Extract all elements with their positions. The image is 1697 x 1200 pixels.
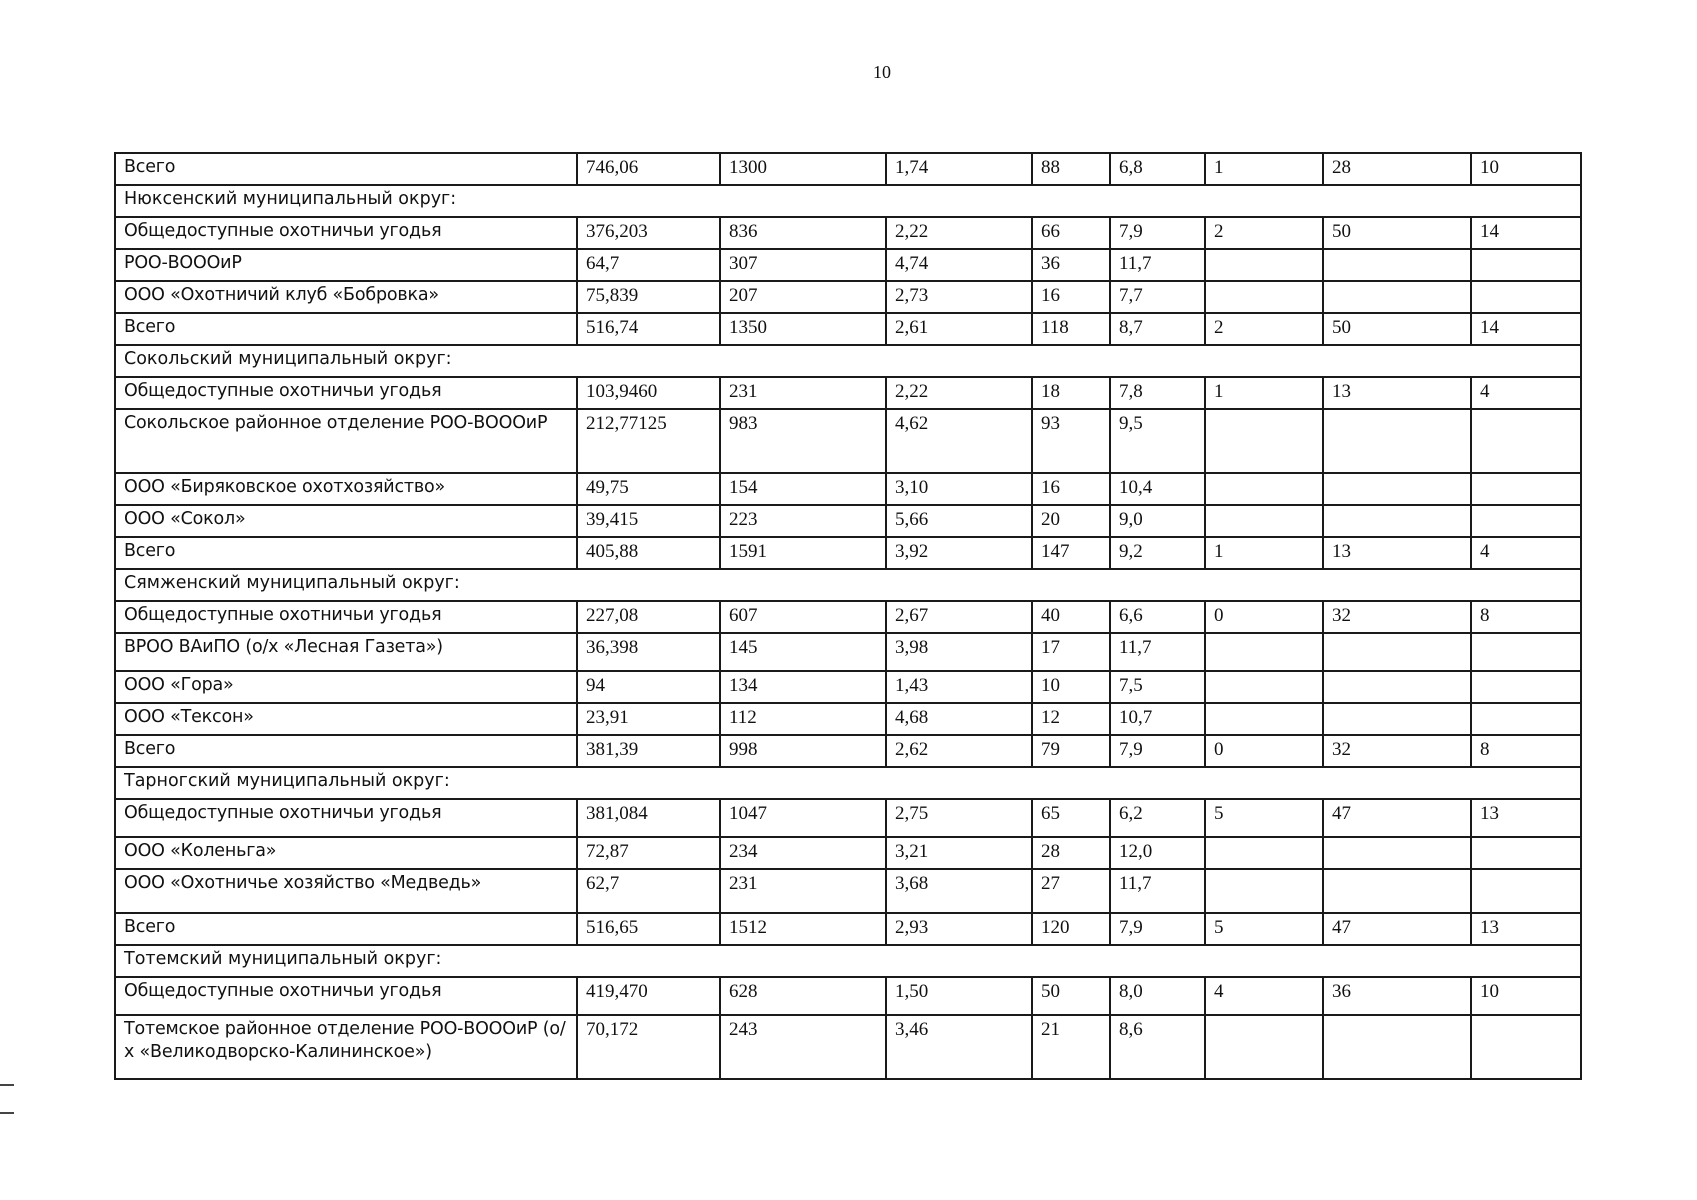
value-cell-col6: 9,0 — [1110, 505, 1205, 537]
value-cell-col7: 1 — [1205, 377, 1323, 409]
value-cell-col9 — [1471, 671, 1581, 703]
value-cell-col6: 7,8 — [1110, 377, 1205, 409]
total-label: Всего — [115, 153, 577, 185]
ground-name: ООО «Гора» — [115, 671, 577, 703]
value-cell-col6: 7,9 — [1110, 217, 1205, 249]
value-cell-col5: 40 — [1032, 601, 1110, 633]
value-cell-col5: 93 — [1032, 409, 1110, 473]
value-cell-col6: 7,9 — [1110, 735, 1205, 767]
value-cell-col4: 4,62 — [886, 409, 1032, 473]
ground-name: Сокольское районное отделение РОО-ВОООиР — [115, 409, 577, 473]
value-cell-col7 — [1205, 633, 1323, 671]
value-cell-col4: 1,43 — [886, 671, 1032, 703]
value-cell-col9: 8 — [1471, 735, 1581, 767]
value-cell-col9: 4 — [1471, 377, 1581, 409]
district-header-row — [115, 767, 1581, 799]
value-cell-col8 — [1323, 409, 1471, 473]
district-header-row — [115, 345, 1581, 377]
value-cell-col4: 1,74 — [886, 153, 1032, 185]
value-cell-col3: 836 — [720, 217, 886, 249]
district-header-row — [115, 185, 1581, 217]
value-cell-col2: 212,77125 — [577, 409, 720, 473]
value-cell-col2: 75,839 — [577, 281, 720, 313]
value-cell-col3: 234 — [720, 837, 886, 869]
table-row — [115, 633, 1581, 671]
value-cell-col7 — [1205, 249, 1323, 281]
value-cell-col4: 3,68 — [886, 869, 1032, 913]
value-cell-col2: 23,91 — [577, 703, 720, 735]
total-label: Всего — [115, 313, 577, 345]
value-cell-col6: 6,8 — [1110, 153, 1205, 185]
value-cell-col2: 70,172 — [577, 1015, 720, 1079]
ground-name: ВРОО ВАиПО (о/х «Лесная Газета») — [115, 633, 577, 671]
value-cell-col6: 6,2 — [1110, 799, 1205, 837]
value-cell-col2: 62,7 — [577, 869, 720, 913]
value-cell-col8: 32 — [1323, 601, 1471, 633]
value-cell-col9 — [1471, 633, 1581, 671]
table-row — [115, 837, 1581, 869]
value-cell-col7: 2 — [1205, 313, 1323, 345]
value-cell-col6: 9,5 — [1110, 409, 1205, 473]
value-cell-col4: 3,92 — [886, 537, 1032, 569]
value-cell-col2: 227,08 — [577, 601, 720, 633]
value-cell-col3: 998 — [720, 735, 886, 767]
value-cell-col3: 628 — [720, 977, 886, 1015]
value-cell-col5: 17 — [1032, 633, 1110, 671]
ground-name: ООО «Биряковское охотхозяйство» — [115, 473, 577, 505]
value-cell-col4: 2,67 — [886, 601, 1032, 633]
value-cell-col2: 64,7 — [577, 249, 720, 281]
value-cell-col2: 381,39 — [577, 735, 720, 767]
total-row — [115, 913, 1581, 945]
value-cell-col6: 7,9 — [1110, 913, 1205, 945]
value-cell-col2: 72,87 — [577, 837, 720, 869]
value-cell-col7: 5 — [1205, 799, 1323, 837]
value-cell-col7 — [1205, 703, 1323, 735]
value-cell-col6: 8,7 — [1110, 313, 1205, 345]
value-cell-col4: 2,22 — [886, 377, 1032, 409]
edge-mark — [0, 1084, 14, 1086]
value-cell-col8: 36 — [1323, 977, 1471, 1015]
value-cell-col7: 1 — [1205, 153, 1323, 185]
value-cell-col7 — [1205, 671, 1323, 703]
table-row — [115, 281, 1581, 313]
value-cell-col3: 1300 — [720, 153, 886, 185]
ground-name: Общедоступные охотничьи угодья — [115, 799, 577, 837]
value-cell-col5: 27 — [1032, 869, 1110, 913]
value-cell-col9: 10 — [1471, 153, 1581, 185]
value-cell-col8 — [1323, 633, 1471, 671]
table-row — [115, 671, 1581, 703]
table-row — [115, 601, 1581, 633]
value-cell-col4: 3,46 — [886, 1015, 1032, 1079]
value-cell-col5: 66 — [1032, 217, 1110, 249]
value-cell-col9 — [1471, 249, 1581, 281]
value-cell-col9 — [1471, 837, 1581, 869]
value-cell-col3: 112 — [720, 703, 886, 735]
value-cell-col9: 8 — [1471, 601, 1581, 633]
value-cell-col8 — [1323, 869, 1471, 913]
value-cell-col7: 0 — [1205, 735, 1323, 767]
value-cell-col6: 7,7 — [1110, 281, 1205, 313]
table-row — [115, 249, 1581, 281]
value-cell-col3: 1591 — [720, 537, 886, 569]
value-cell-col3: 1350 — [720, 313, 886, 345]
hunting-grounds-table-container — [114, 152, 1582, 1080]
edge-mark — [0, 1112, 14, 1114]
value-cell-col4: 3,10 — [886, 473, 1032, 505]
value-cell-col7 — [1205, 281, 1323, 313]
value-cell-col2: 419,470 — [577, 977, 720, 1015]
value-cell-col7 — [1205, 837, 1323, 869]
ground-name: Общедоступные охотничьи угодья — [115, 377, 577, 409]
value-cell-col9 — [1471, 473, 1581, 505]
value-cell-col7 — [1205, 473, 1323, 505]
value-cell-col9: 14 — [1471, 313, 1581, 345]
value-cell-col5: 12 — [1032, 703, 1110, 735]
value-cell-col8: 50 — [1323, 313, 1471, 345]
value-cell-col3: 307 — [720, 249, 886, 281]
value-cell-col3: 243 — [720, 1015, 886, 1079]
value-cell-col2: 376,203 — [577, 217, 720, 249]
value-cell-col2: 516,74 — [577, 313, 720, 345]
table-row — [115, 977, 1581, 1015]
district-name: Сокольский муниципальный округ: — [115, 345, 1581, 377]
value-cell-col8 — [1323, 671, 1471, 703]
value-cell-col7 — [1205, 505, 1323, 537]
value-cell-col7: 4 — [1205, 977, 1323, 1015]
value-cell-col4: 3,98 — [886, 633, 1032, 671]
value-cell-col6: 11,7 — [1110, 633, 1205, 671]
value-cell-col8: 28 — [1323, 153, 1471, 185]
table-row — [115, 217, 1581, 249]
value-cell-col6: 11,7 — [1110, 249, 1205, 281]
ground-name: Тотемское районное отделение РОО-ВОООиР (о/х «Великодворско-Калининское») — [115, 1015, 577, 1079]
total-row — [115, 313, 1581, 345]
value-cell-col8 — [1323, 249, 1471, 281]
value-cell-col7: 5 — [1205, 913, 1323, 945]
value-cell-col6: 10,4 — [1110, 473, 1205, 505]
value-cell-col5: 28 — [1032, 837, 1110, 869]
value-cell-col7: 1 — [1205, 537, 1323, 569]
ground-name: ООО «Коленьга» — [115, 837, 577, 869]
value-cell-col2: 39,415 — [577, 505, 720, 537]
total-row — [115, 153, 1581, 185]
district-name: Тарногский муниципальный округ: — [115, 767, 1581, 799]
value-cell-col3: 231 — [720, 377, 886, 409]
value-cell-col9: 10 — [1471, 977, 1581, 1015]
value-cell-col7 — [1205, 409, 1323, 473]
district-header-row — [115, 569, 1581, 601]
value-cell-col3: 231 — [720, 869, 886, 913]
total-label: Всего — [115, 913, 577, 945]
value-cell-col9 — [1471, 281, 1581, 313]
value-cell-col2: 381,084 — [577, 799, 720, 837]
value-cell-col9: 4 — [1471, 537, 1581, 569]
table-row — [115, 1015, 1581, 1079]
value-cell-col4: 5,66 — [886, 505, 1032, 537]
value-cell-col8: 13 — [1323, 537, 1471, 569]
value-cell-col8 — [1323, 703, 1471, 735]
value-cell-col4: 2,73 — [886, 281, 1032, 313]
value-cell-col9 — [1471, 409, 1581, 473]
value-cell-col9 — [1471, 703, 1581, 735]
value-cell-col8 — [1323, 1015, 1471, 1079]
value-cell-col5: 21 — [1032, 1015, 1110, 1079]
value-cell-col5: 10 — [1032, 671, 1110, 703]
value-cell-col4: 2,62 — [886, 735, 1032, 767]
district-name: Тотемский муниципальный округ: — [115, 945, 1581, 977]
value-cell-col2: 36,398 — [577, 633, 720, 671]
value-cell-col3: 983 — [720, 409, 886, 473]
total-row — [115, 735, 1581, 767]
value-cell-col5: 120 — [1032, 913, 1110, 945]
district-name: Сямженский муниципальный округ: — [115, 569, 1581, 601]
value-cell-col5: 16 — [1032, 473, 1110, 505]
value-cell-col6: 8,6 — [1110, 1015, 1205, 1079]
value-cell-col4: 2,93 — [886, 913, 1032, 945]
value-cell-col8 — [1323, 837, 1471, 869]
value-cell-col4: 4,68 — [886, 703, 1032, 735]
value-cell-col5: 88 — [1032, 153, 1110, 185]
hunting-grounds-table — [114, 152, 1582, 1080]
total-row — [115, 537, 1581, 569]
ground-name: РОО-ВОООиР — [115, 249, 577, 281]
value-cell-col8 — [1323, 281, 1471, 313]
value-cell-col6: 11,7 — [1110, 869, 1205, 913]
value-cell-col5: 65 — [1032, 799, 1110, 837]
ground-name: Общедоступные охотничьи угодья — [115, 217, 577, 249]
value-cell-col4: 2,61 — [886, 313, 1032, 345]
value-cell-col9 — [1471, 505, 1581, 537]
page-number: 10 — [873, 62, 891, 82]
value-cell-col9: 13 — [1471, 913, 1581, 945]
value-cell-col9: 13 — [1471, 799, 1581, 837]
value-cell-col6: 12,0 — [1110, 837, 1205, 869]
value-cell-col3: 223 — [720, 505, 886, 537]
value-cell-col9 — [1471, 869, 1581, 913]
value-cell-col8: 13 — [1323, 377, 1471, 409]
value-cell-col5: 50 — [1032, 977, 1110, 1015]
value-cell-col5: 147 — [1032, 537, 1110, 569]
value-cell-col2: 94 — [577, 671, 720, 703]
table-row — [115, 703, 1581, 735]
value-cell-col2: 103,9460 — [577, 377, 720, 409]
value-cell-col4: 3,21 — [886, 837, 1032, 869]
value-cell-col6: 6,6 — [1110, 601, 1205, 633]
value-cell-col3: 134 — [720, 671, 886, 703]
ground-name: Общедоступные охотничьи угодья — [115, 977, 577, 1015]
value-cell-col5: 20 — [1032, 505, 1110, 537]
ground-name: ООО «Сокол» — [115, 505, 577, 537]
value-cell-col4: 1,50 — [886, 977, 1032, 1015]
value-cell-col7 — [1205, 869, 1323, 913]
value-cell-col2: 746,06 — [577, 153, 720, 185]
value-cell-col5: 16 — [1032, 281, 1110, 313]
ground-name: Общедоступные охотничьи угодья — [115, 601, 577, 633]
total-label: Всего — [115, 735, 577, 767]
table-row — [115, 869, 1581, 913]
value-cell-col2: 49,75 — [577, 473, 720, 505]
value-cell-col6: 10,7 — [1110, 703, 1205, 735]
ground-name: ООО «Охотничий клуб «Бобровка» — [115, 281, 577, 313]
value-cell-col8 — [1323, 473, 1471, 505]
table-row — [115, 377, 1581, 409]
value-cell-col5: 18 — [1032, 377, 1110, 409]
value-cell-col7: 2 — [1205, 217, 1323, 249]
value-cell-col8: 47 — [1323, 799, 1471, 837]
value-cell-col7: 0 — [1205, 601, 1323, 633]
value-cell-col7 — [1205, 1015, 1323, 1079]
value-cell-col8: 50 — [1323, 217, 1471, 249]
ground-name: ООО «Тексон» — [115, 703, 577, 735]
table-body — [115, 153, 1581, 1079]
value-cell-col2: 516,65 — [577, 913, 720, 945]
table-row — [115, 409, 1581, 473]
district-header-row — [115, 945, 1581, 977]
value-cell-col9: 14 — [1471, 217, 1581, 249]
value-cell-col4: 2,75 — [886, 799, 1032, 837]
value-cell-col6: 7,5 — [1110, 671, 1205, 703]
value-cell-col8: 32 — [1323, 735, 1471, 767]
total-label: Всего — [115, 537, 577, 569]
value-cell-col3: 145 — [720, 633, 886, 671]
district-name: Нюксенский муниципальный округ: — [115, 185, 1581, 217]
value-cell-col3: 154 — [720, 473, 886, 505]
value-cell-col2: 405,88 — [577, 537, 720, 569]
value-cell-col4: 4,74 — [886, 249, 1032, 281]
value-cell-col3: 207 — [720, 281, 886, 313]
value-cell-col5: 79 — [1032, 735, 1110, 767]
table-row — [115, 799, 1581, 837]
table-row — [115, 473, 1581, 505]
value-cell-col3: 607 — [720, 601, 886, 633]
value-cell-col8 — [1323, 505, 1471, 537]
value-cell-col6: 8,0 — [1110, 977, 1205, 1015]
value-cell-col8: 47 — [1323, 913, 1471, 945]
ground-name: ООО «Охотничье хозяйство «Медведь» — [115, 869, 577, 913]
value-cell-col4: 2,22 — [886, 217, 1032, 249]
table-row — [115, 505, 1581, 537]
value-cell-col5: 118 — [1032, 313, 1110, 345]
value-cell-col5: 36 — [1032, 249, 1110, 281]
value-cell-col6: 9,2 — [1110, 537, 1205, 569]
value-cell-col3: 1047 — [720, 799, 886, 837]
value-cell-col9 — [1471, 1015, 1581, 1079]
value-cell-col3: 1512 — [720, 913, 886, 945]
